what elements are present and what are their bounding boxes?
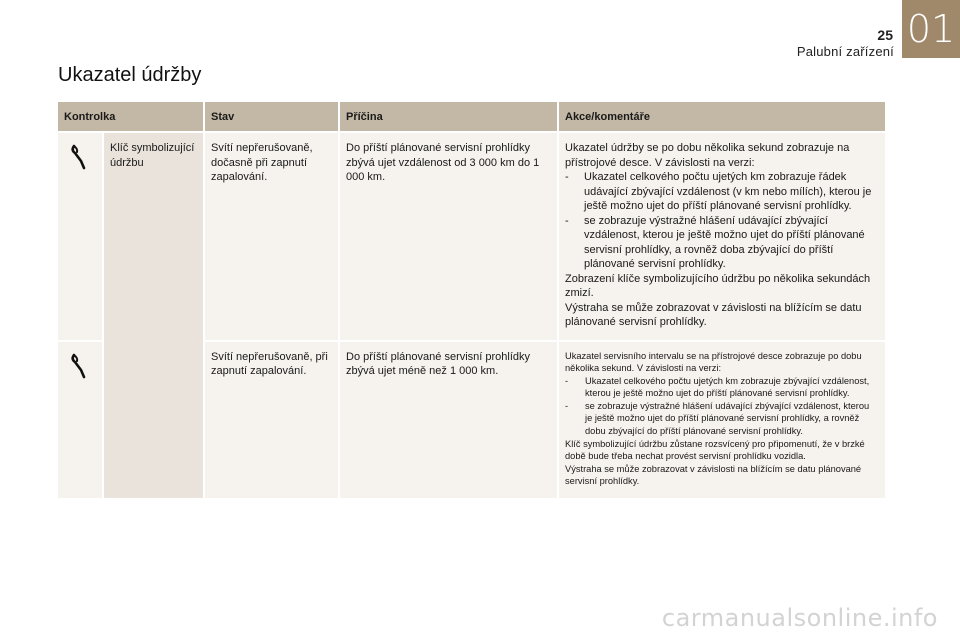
- section-title: Palubní zařízení: [796, 44, 894, 59]
- table-header-row: [58, 102, 885, 132]
- page-title: Ukazatel údržby: [58, 64, 202, 86]
- akce-outro: Zobrazení klíče symbolizujícího údržbu po několika sekundách zmizí.: [565, 272, 871, 299]
- icon-cell: [58, 132, 103, 341]
- list-item: - se zobrazuje výstražné hlášení udávající zbývající vzdálenost, kterou je ještě možno ujet do příští plánované servisní prohlídky, a rovněž doba zbývající do příští plánované servisní prohlídky.: [565, 214, 879, 272]
- list-item: - Ukazatel celkového počtu ujetých km zobrazuje řádek udávající zbývající vzdálenost (v km nebo mílích), kterou je ještě možno ujet do příští plánované servisní prohlídky.: [565, 170, 879, 214]
- warning-lamp-table: [58, 102, 885, 498]
- stav-cell: Svítí nepřerušovaně, při zapnutí zapalování.: [204, 341, 339, 499]
- akce-intro: Ukazatel údržby se po dobu několika sekund zobrazuje na přístrojové desce. V závislosti na verzi:: [565, 142, 850, 169]
- list-item: - se zobrazuje výstražné hlášení udávající zbývající vzdálenost, kterou je ještě možno ujet do příští plánované servisní prohlídky, a rovněž dobu zbývající do příští plánované servisní prohlídky.: [565, 400, 879, 438]
- akce-intro: Ukazatel servisního intervalu se na přístrojové desce zobrazuje po dobu několika sekund. V závislosti na verzi:: [565, 350, 862, 374]
- icon-cell: [58, 341, 103, 499]
- page-number: 25: [877, 27, 893, 43]
- akce-outro: Výstraha se může zobrazovat v závislosti na blížícím se datu plánované servisní prohlídky.: [565, 463, 862, 487]
- header-stav: Stav: [204, 102, 339, 132]
- wrench-icon: [68, 143, 92, 171]
- akce-list: [565, 375, 879, 438]
- header-akce: Akce/komentáře: [558, 102, 885, 132]
- header-kontrolka: Kontrolka: [58, 102, 204, 132]
- watermark: carmanualsonline.info: [661, 604, 938, 632]
- akce-list: [565, 170, 879, 272]
- pricina-cell: Do příští plánované servisní prohlídky zbývá ujet méně než 1 000 km.: [339, 341, 558, 499]
- chapter-tab: 01: [902, 0, 960, 58]
- akce-outro: Výstraha se může zobrazovat v závislosti na blížícím se datu plánované servisní prohlídky.: [565, 301, 862, 328]
- wrench-icon: [68, 352, 92, 380]
- kontrolka-label: Klíč symbolizující údržbu: [103, 132, 204, 498]
- header-pricina: Příčina: [339, 102, 558, 132]
- akce-outro: Klíč symbolizující údržbu zůstane rozsvícený pro připomenutí, že v brzké době bude třeba nechat provést servisní prohlídku vozidla.: [565, 438, 865, 462]
- akce-cell: [558, 132, 885, 341]
- akce-cell: [558, 341, 885, 499]
- table-row: [58, 132, 885, 341]
- stav-cell: Svítí nepřerušovaně, dočasně při zapnutí zapalování.: [204, 132, 339, 341]
- pricina-cell: Do příští plánované servisní prohlídky zbývá ujet vzdálenost od 3 000 km do 1 000 km.: [339, 132, 558, 341]
- list-item: - Ukazatel celkového počtu ujetých km zobrazuje zbývající vzdálenost, kterou je ještě možno ujet do příští plánované servisní prohlídky.: [565, 375, 879, 400]
